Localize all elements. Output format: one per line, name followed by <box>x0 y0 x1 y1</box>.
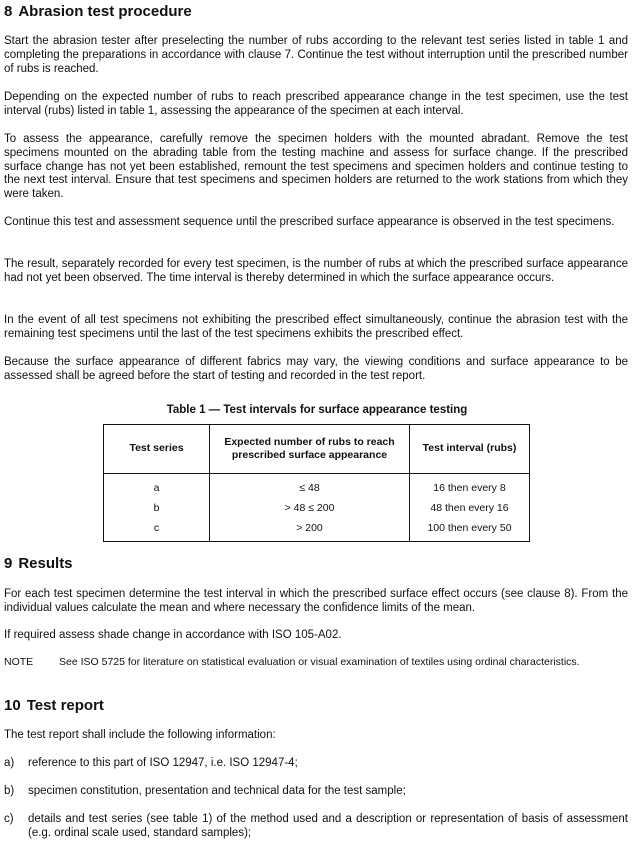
table-caption: Table 1 — Test intervals for surface appearance testing <box>166 404 468 416</box>
note <box>4 656 628 668</box>
table-cell: a <box>104 474 210 499</box>
column-header: Test series <box>104 425 210 474</box>
paragraph: Continue this test and assessment sequence until the prescribed surface appearance is observed in the test specimens. <box>4 216 615 228</box>
section-title: Test report <box>26 697 104 714</box>
table-cell: > 200 <box>210 518 410 542</box>
test-intervals-table <box>103 424 530 542</box>
section-number: 10 <box>4 697 21 714</box>
section-9-heading <box>4 555 73 572</box>
section-10-heading <box>4 697 104 714</box>
table-cell: 48 then every 16 <box>430 502 509 514</box>
table-cell: ≤ 48 <box>210 474 410 499</box>
paragraph: Depending on the expected number of rubs to reach prescribed appearance change in the test specimen, use the test interval (rubs) listed in table 1, assessing the appearance of the specimen at each interval. <box>4 91 628 117</box>
table-cell: b <box>104 498 210 518</box>
section-8-heading <box>4 3 192 20</box>
list-text: details and test series (see table 1) of the method used and a description or representation of basis of assessment (e.g. ordinal scale used, standard samples); <box>28 813 628 839</box>
table-row <box>104 498 530 518</box>
list-marker: a) <box>4 757 15 769</box>
paragraph: For each test specimen determine the test interval in which the prescribed surface effect occurs (see clause 8). From the individual values calculate the mean and where necessary the confidence limits of the mean. <box>4 588 628 614</box>
paragraph: The test report shall include the following information: <box>4 729 276 741</box>
note-label: NOTE <box>4 656 34 668</box>
column-header: Expected number of rubs to reach prescribed surface appearance <box>210 425 410 474</box>
section-title: Results <box>18 555 73 572</box>
table-cell: 100 then every 50 <box>427 522 512 534</box>
table-cell: 16 then every 8 <box>433 482 506 494</box>
list-marker: b) <box>4 785 15 797</box>
list-item <box>4 757 628 771</box>
list-item <box>4 813 628 841</box>
table-cell: c <box>104 518 210 542</box>
paragraph: If required assess shade change in accordance with ISO 105-A02. <box>4 629 342 641</box>
note-text: See ISO 5725 for literature on statistical evaluation or visual examination of textiles using ordinal characteristics. <box>59 656 580 668</box>
paragraph: Start the abrasion tester after preselecting the number of rubs according to the relevant test series listed in table 1 and completing the preparations in accordance with clause 7. Continue the test without interruption until the prescribed number of rubs is reached. <box>4 35 628 75</box>
paragraph: Because the surface appearance of different fabrics may vary, the viewing conditions and surface appearance to be assessed shall be agreed before the start of testing and recorded in the test report. <box>4 356 628 382</box>
list-marker: c) <box>4 813 14 825</box>
paragraph: In the event of all test specimens not exhibiting the prescribed effect simultaneously, continue the abrasion test with the remaining test specimens until the last of the test specimens exhibits the prescribed effect. <box>4 314 628 340</box>
list-text: reference to this part of ISO 12947, i.e. ISO 12947-4; <box>28 757 298 769</box>
list-text: specimen constitution, presentation and technical data for the test sample; <box>28 785 406 797</box>
paragraph: The result, separately recorded for every test specimen, is the number of rubs at which the prescribed surface appearance had not yet been observed. The time interval is thereby determined in which the surface appearance occurs. <box>4 258 628 284</box>
section-title: Abrasion test procedure <box>18 3 192 20</box>
table-cell: > 48 ≤ 200 <box>210 498 410 518</box>
paragraph: To assess the appearance, carefully remove the specimen holders with the mounted abradant. Remove the test specimens mounted on the abrading table from the testing machine and assess for surface change. If the prescribed surface change has not yet been established, remount the test specimens and specimen holders and continue testing to the next test interval. Ensure that test specimens and specimen holders are returned to the work stations from which they were taken. <box>4 133 628 201</box>
table-row <box>104 474 530 499</box>
table-header-row <box>104 425 530 474</box>
section-number: 8 <box>4 3 13 20</box>
column-header: Test interval (rubs) <box>410 425 530 474</box>
list-item <box>4 785 628 799</box>
table-row <box>104 518 530 542</box>
section-number: 9 <box>4 555 13 572</box>
